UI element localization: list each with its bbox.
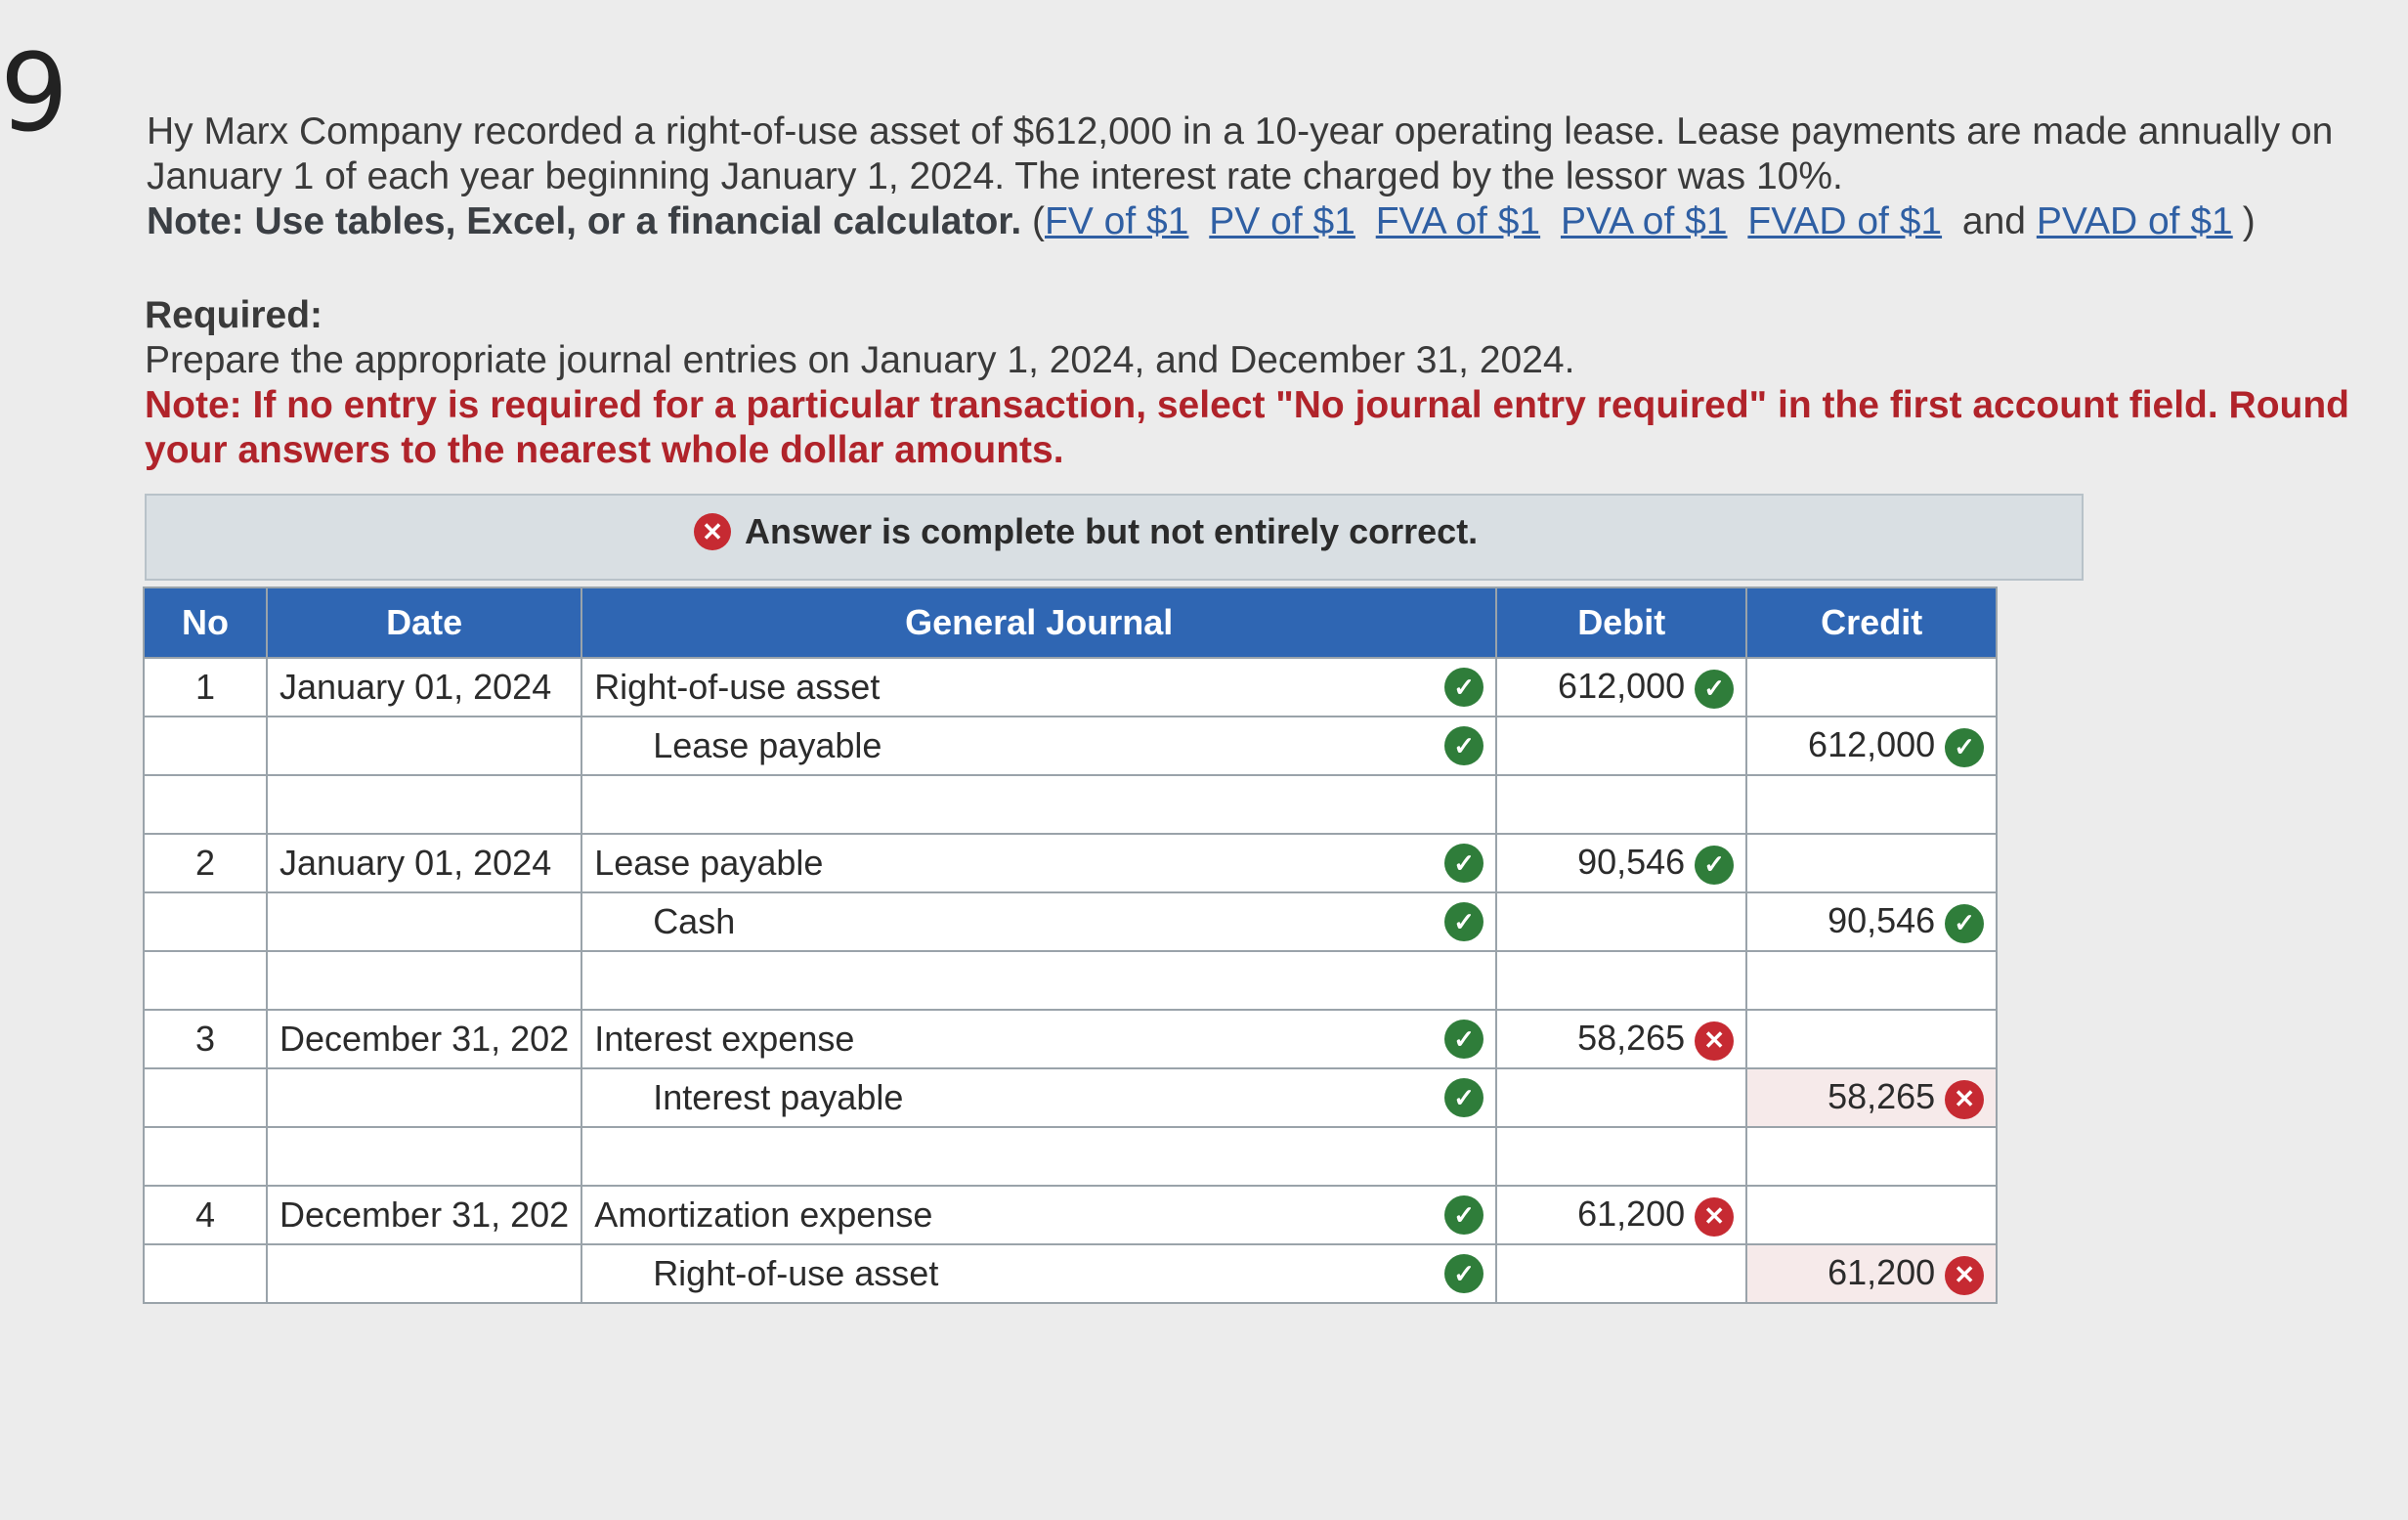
required-section <box>145 293 2373 473</box>
account-label: Interest expense <box>594 1019 855 1059</box>
note-line: Note: Use tables, Excel, or a financial calculator. (FV of $1 PV of $1 FVA of $1 PVA of $1 FVAD of $1 and PVAD of $1 ) <box>147 200 2256 242</box>
link-fva[interactable]: FVA of $1 <box>1375 200 1541 242</box>
table-row <box>144 658 1997 717</box>
account-select[interactable] <box>581 1186 1496 1244</box>
credit-value: 61,200 <box>1828 1252 1936 1293</box>
debit-value: 61,200 <box>1577 1194 1686 1235</box>
header-credit: Credit <box>1746 587 1997 658</box>
debit-input[interactable] <box>1496 658 1746 717</box>
error-icon: ✕ <box>1945 1080 1984 1119</box>
account-label: Right-of-use asset <box>594 667 881 707</box>
check-icon: ✓ <box>1444 1078 1484 1117</box>
link-pv[interactable]: PV of $1 <box>1209 200 1355 242</box>
header-debit: Debit <box>1496 587 1746 658</box>
entry-no: 2 <box>144 834 267 892</box>
table-row <box>144 1068 1997 1127</box>
table-row <box>144 1010 1997 1068</box>
link-fvad[interactable]: FVAD of $1 <box>1747 200 1943 242</box>
check-icon: ✓ <box>1444 902 1484 941</box>
account-select[interactable] <box>581 834 1496 892</box>
debit-input[interactable] <box>1496 1010 1746 1068</box>
debit-input[interactable] <box>1496 1244 1746 1303</box>
account-label: Lease payable <box>653 725 882 765</box>
account-label: Right-of-use asset <box>653 1253 939 1293</box>
entry-no: 4 <box>144 1186 267 1244</box>
error-icon: ✕ <box>1695 1197 1734 1237</box>
credit-value: 58,265 <box>1828 1076 1936 1117</box>
check-icon: ✓ <box>1444 1195 1484 1235</box>
credit-input[interactable] <box>1746 1068 1997 1127</box>
account-label: Amortization expense <box>594 1194 933 1235</box>
debit-input[interactable] <box>1496 892 1746 951</box>
account-select[interactable] <box>581 1068 1496 1127</box>
error-icon: ✕ <box>1695 1021 1734 1061</box>
credit-input[interactable] <box>1746 834 1997 892</box>
required-text: Prepare the appropriate journal entries on January 1, 2024, and December 31, 2024. <box>145 339 1575 381</box>
answer-status-bar <box>145 494 2084 581</box>
entry-no: 3 <box>144 1010 267 1068</box>
tables-note: Note: Use tables, Excel, or a financial calculator. <box>147 200 1022 242</box>
account-label: Lease payable <box>594 843 824 883</box>
required-heading: Required: <box>145 294 323 336</box>
account-select[interactable] <box>581 717 1496 775</box>
credit-input[interactable] <box>1746 1010 1997 1068</box>
debit-input[interactable] <box>1496 1186 1746 1244</box>
table-row <box>144 892 1997 951</box>
table-header-row <box>144 587 1997 658</box>
credit-input[interactable] <box>1746 658 1997 717</box>
check-icon: ✓ <box>1695 846 1734 885</box>
account-label: Interest payable <box>653 1077 904 1117</box>
account-select[interactable] <box>581 892 1496 951</box>
question-body: Hy Marx Company recorded a right-of-use asset of $612,000 in a 10-year operating lease. Lease payments are made annually on January 1 of each year beginning January 1, 2024. The interest rate charged by the lessor was 10%. <box>147 110 2334 197</box>
error-icon: ✕ <box>1945 1256 1984 1295</box>
link-fv[interactable]: FV of $1 <box>1045 200 1189 242</box>
date-select[interactable]: January 01, 2024 <box>267 834 581 892</box>
date-select[interactable]: December 31, 202 <box>267 1010 581 1068</box>
link-pva[interactable]: PVA of $1 <box>1560 200 1728 242</box>
header-general-journal: General Journal <box>581 587 1496 658</box>
check-icon: ✓ <box>1444 1020 1484 1059</box>
table-row <box>144 834 1997 892</box>
journal-table <box>143 586 1998 1304</box>
table-row <box>144 1244 1997 1303</box>
answer-status <box>694 511 1478 552</box>
debit-value: 58,265 <box>1577 1018 1686 1059</box>
account-select[interactable] <box>581 658 1496 717</box>
required-note: Note: If no entry is required for a particular transaction, select "No journal entry required" in the first account field. Round your answers to the nearest whole dollar amounts. <box>145 384 2350 471</box>
check-icon: ✓ <box>1945 728 1984 767</box>
credit-input[interactable] <box>1746 1186 1997 1244</box>
spacer-row <box>144 1127 1997 1186</box>
spacer-row <box>144 951 1997 1010</box>
date-select[interactable]: December 31, 202 <box>267 1186 581 1244</box>
question-text <box>147 109 2365 244</box>
incorrect-icon: ✕ <box>694 513 731 550</box>
check-icon: ✓ <box>1444 844 1484 883</box>
table-row <box>144 717 1997 775</box>
check-icon: ✓ <box>1444 726 1484 765</box>
account-label: Cash <box>653 901 736 941</box>
debit-value: 612,000 <box>1558 666 1686 707</box>
debit-input[interactable] <box>1496 717 1746 775</box>
check-icon: ✓ <box>1444 1254 1484 1293</box>
spacer-row <box>144 775 1997 834</box>
answer-status-text: Answer is complete but not entirely correct. <box>745 511 1479 551</box>
credit-value: 90,546 <box>1828 900 1936 941</box>
header-date: Date <box>267 587 581 658</box>
date-select[interactable]: January 01, 2024 <box>267 658 581 717</box>
credit-input[interactable] <box>1746 717 1997 775</box>
link-pvad[interactable]: PVAD of $1 <box>2036 200 2233 242</box>
entry-no: 1 <box>144 658 267 717</box>
check-icon: ✓ <box>1945 904 1984 943</box>
debit-input[interactable] <box>1496 834 1746 892</box>
page-edge-glyph: 9 <box>0 30 68 155</box>
debit-value: 90,546 <box>1577 842 1686 883</box>
and-text: and <box>1961 200 2026 242</box>
check-icon: ✓ <box>1444 668 1484 707</box>
account-select[interactable] <box>581 1244 1496 1303</box>
table-row <box>144 1186 1997 1244</box>
credit-input[interactable] <box>1746 892 1997 951</box>
credit-value: 612,000 <box>1808 724 1936 765</box>
header-no: No <box>144 587 267 658</box>
check-icon: ✓ <box>1695 670 1734 709</box>
credit-input[interactable] <box>1746 1244 1997 1303</box>
debit-input[interactable] <box>1496 1068 1746 1127</box>
account-select[interactable] <box>581 1010 1496 1068</box>
